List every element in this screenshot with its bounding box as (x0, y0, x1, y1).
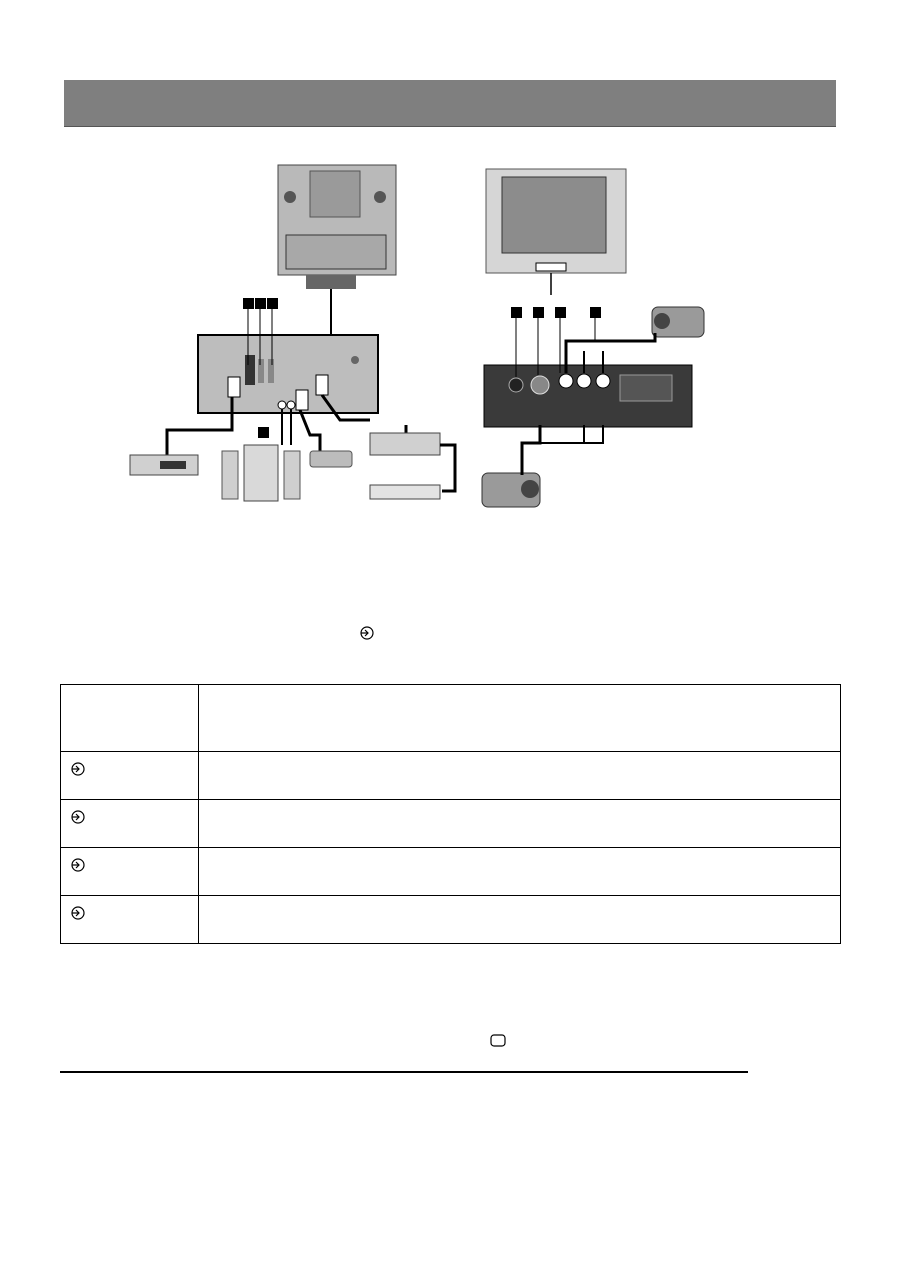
table-row (61, 896, 841, 944)
satellite-receiver (370, 433, 440, 455)
table-cell-input (61, 896, 199, 944)
table-row (61, 848, 841, 896)
dvd-player (370, 485, 440, 499)
tv-front-illustration (486, 169, 626, 273)
table-cell-desc (199, 752, 841, 800)
input-icon (360, 626, 374, 640)
camcorder-top (652, 307, 704, 337)
input-icon (71, 906, 85, 920)
game-console (310, 451, 352, 467)
connection-table (60, 684, 841, 944)
input-icon (71, 762, 85, 776)
camcorder-bottom (482, 473, 540, 507)
table-row (61, 752, 841, 800)
vcr-device (130, 455, 198, 475)
callout-marker (255, 298, 266, 309)
table-row (61, 800, 841, 848)
rear-panel-closeup (198, 335, 378, 413)
tv-screen-icon (490, 1034, 506, 1047)
callout-marker (533, 307, 544, 318)
table-header-cell (199, 685, 841, 752)
hifi-system (222, 445, 300, 501)
input-icon (71, 858, 85, 872)
table-cell-desc (199, 848, 841, 896)
section-header-bar (64, 80, 836, 127)
tv-rear-illustration (278, 165, 396, 289)
table-cell-desc (199, 800, 841, 848)
callout-marker (258, 427, 269, 438)
input-icon (71, 810, 85, 824)
table-header-row (61, 685, 841, 752)
table-cell-desc (199, 896, 841, 944)
table-cell-input (61, 848, 199, 896)
connection-diagram (110, 155, 730, 525)
table-cell-input (61, 800, 199, 848)
callout-marker (590, 307, 601, 318)
callout-marker (555, 307, 566, 318)
table-cell-input (61, 752, 199, 800)
section-divider (60, 1071, 748, 1073)
table-header-cell (61, 685, 199, 752)
callout-marker (243, 298, 254, 309)
callout-marker (511, 307, 522, 318)
front-panel-closeup (484, 365, 692, 427)
instruction-line (360, 624, 390, 642)
callout-marker (267, 298, 278, 309)
